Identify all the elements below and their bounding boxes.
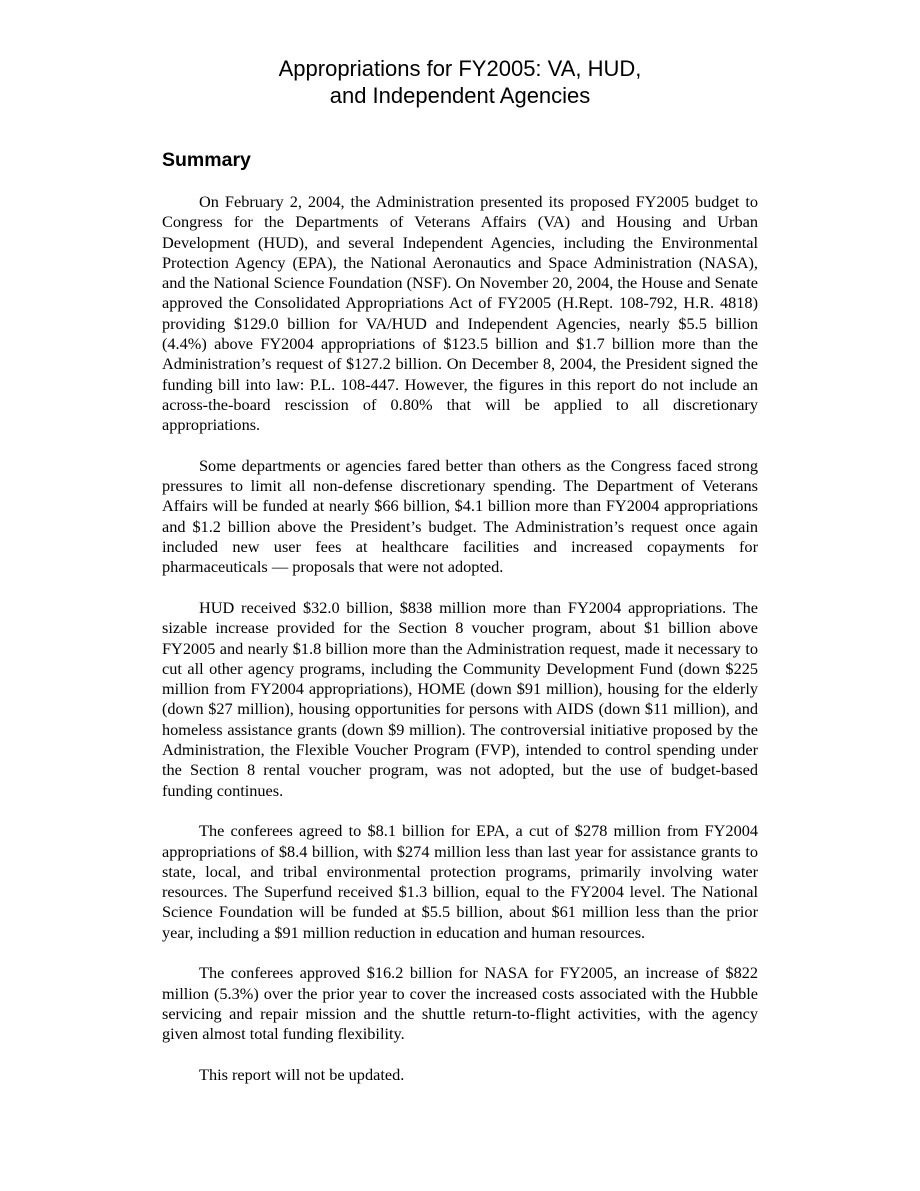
section-heading-summary: Summary <box>162 149 251 171</box>
paragraph-veterans-affairs: Some departments or agencies fared better than others as the Congress faced strong pressures to limit all non-defense discretionary spending. The Department of Veterans Affairs will be funded at nearly $66 billion, $4.1 billion more than FY2004 appropriations and $1.2 billion above the President’s budget. The Administration’s request once again included new user fees at healthcare facilities and increased copayments for pharmaceuticals — proposals that were not adopted. <box>162 455 758 577</box>
title-line-1: Appropriations for FY2005: VA, HUD, <box>278 56 642 81</box>
paragraph-overview: On February 2, 2004, the Administration presented its proposed FY2005 budget to Congress for the Departments of Veterans Affairs (VA) and Housing and Urban Development (HUD), and several Independent Agencies, including the Environmental Protection Agency (EPA), the National Aeronautics and Space Administration (NASA), and the National Science Foundation (NSF). On November 20, 2004, the House and Senate approved the Consolidated Appropriations Act of FY2005 (H.Rept. 108-792, H.R. 4818) providing $129.0 billion for VA/HUD and Independent Agencies, nearly $5.5 billion (4.4%) above FY2004 appropriations of $123.5 billion and $1.7 billion more than the Administration’s request of $127.2 billion. On December 8, 2004, the President signed the funding bill into law: P.L. 108-447. However, the figures in this report do not include an across-the-board rescission of 0.80% that will be applied to all discretionary appropriations. <box>162 192 758 435</box>
paragraph-nasa: The conferees approved $16.2 billion for NASA for FY2005, an increase of $822 million (5.3%) over the prior year to cover the increased costs associated with the Hubble servicing and repair mission and the shuttle return-to-flight activities, with the agency given almost total funding flexibility. <box>162 963 758 1044</box>
paragraph-hud: HUD received $32.0 billion, $838 million more than FY2004 appropriations. The sizable increase provided for the Section 8 voucher program, about $1 billion above FY2005 and nearly $1.8 billion more than the Administration request, made it necessary to cut all other agency programs, including the Community Development Fund (down $225 million from FY2004 appropriations), HOME (down $91 million), housing for the elderly (down $27 million), housing opportunities for persons with AIDS (down $11 million), and homeless assistance grants (down $9 million). The controversial initiative proposed by the Administration, the Flexible Voucher Program (FVP), intended to control spending under the Section 8 rental voucher program, was not adopted, but the use of budget-based funding continues. <box>162 597 758 800</box>
title-line-2: and Independent Agencies <box>329 83 591 108</box>
summary-body <box>162 192 758 1085</box>
paragraph-epa-nsf: The conferees agreed to $8.1 billion for EPA, a cut of $278 million from FY2004 appropriations of $8.4 billion, with $274 million less than last year for assistance grants to state, local, and tribal environmental protection programs, primarily involving water resources. The Superfund received $1.3 billion, equal to the FY2004 level. The National Science Foundation will be funded at $5.5 billion, about $61 million less than the prior year, including a $91 million reduction in education and human resources. <box>162 821 758 942</box>
paragraph-update-note: This report will not be updated. <box>199 1064 405 1084</box>
document-title <box>162 55 758 109</box>
